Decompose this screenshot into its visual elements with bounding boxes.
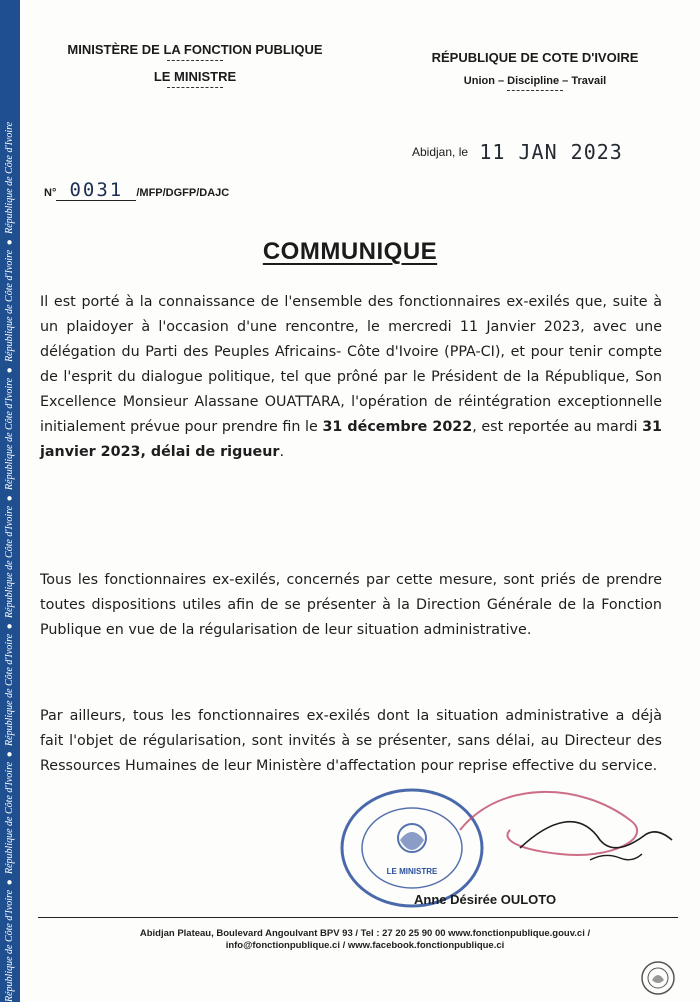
ref-suffix: /MFP/DGFP/DAJC	[136, 187, 230, 199]
ref-prefix: N°	[44, 187, 57, 199]
ref-number: 0031	[56, 180, 136, 201]
office-name: LE MINISTRE	[153, 69, 237, 84]
footer-line-2: info@fonctionpublique.ci / www.facebook.fonctionpublique.ci	[225, 940, 505, 951]
body-paragraph-3: Par ailleurs, tous les fonctionnaires ex-exilés dont la situation administrative a déjà fait l'objet de régularisation, sont invités à se présenter, sans délai, au Directeur des Ressources Humaines de leur Ministère d'affectation pour reprise effective du service.	[40, 708, 662, 774]
footer-divider	[38, 917, 678, 918]
divider	[507, 90, 563, 91]
ministry-name: MINISTÈRE DE LA FONCTION PUBLIQUE	[67, 42, 323, 57]
national-motto: Union – Discipline – Travail	[463, 75, 607, 87]
border-text: République de Côte d'Ivoire ● République de Côte d'Ivoire ● République de Côte d'Ivoire ● République de Côte d'Ivoire ● République de Côte d'Ivoire ● République de Côte d'Ivoire ● République de Côte d'Ivoire	[4, 121, 15, 1002]
body-paragraph-2: Tous les fonctionnaires ex-exilés, concernés par cette mesure, sont priés de prendre toutes dispositions utiles afin de se présenter à la Direction Générale de la Fonction Publique en vue de la régularisation de leur situation administrative.	[40, 572, 662, 638]
date-value: 11 JAN 2023	[479, 140, 623, 164]
document-title: COMMUNIQUE	[262, 238, 438, 265]
republic-name: RÉPUBLIQUE DE COTE D'IVOIRE	[431, 50, 639, 65]
reference-number	[44, 180, 229, 201]
seal-icon	[640, 960, 676, 996]
date-prefix: Abidjan, le	[412, 145, 469, 159]
decorative-border	[0, 0, 20, 1002]
svg-text:LE MINISTRE: LE MINISTRE	[386, 867, 438, 876]
document-date	[412, 140, 623, 164]
signer-name: Anne Désirée OULOTO	[414, 892, 557, 907]
footer-line-1: Abidjan Plateau, Boulevard Angoulvant BPV 93 / Tel : 27 20 25 90 00 www.fonctionpublique.gouv.ci /	[139, 928, 591, 939]
handwritten-signature	[440, 790, 680, 880]
footer-contact	[60, 928, 670, 952]
divider	[167, 60, 223, 61]
republic-header	[385, 50, 685, 94]
body-paragraph-1: Il est porté à la connaissance de l'ensemble des fonctionnaires ex-exilés que, suite à un plaidoyer à l'occasion d'une rencontre, le mercredi 11 Janvier 2023, avec une délégation du Parti des Peuples Africains- Côte d'Ivoire (PPA-CI), et pour tenir compte de l'esprit du dialogue politique, tel que prôné par le Président de la République, Son Excellence Monsieur Alassane OUATTARA, l'opération de réintégration exceptionnelle initialement prévue pour prendre fin le 31 décembre 2022, est reportée au mardi 31 janvier 2023, délai de rigueur.	[40, 294, 663, 460]
ministry-header	[40, 42, 350, 91]
divider	[167, 87, 223, 88]
